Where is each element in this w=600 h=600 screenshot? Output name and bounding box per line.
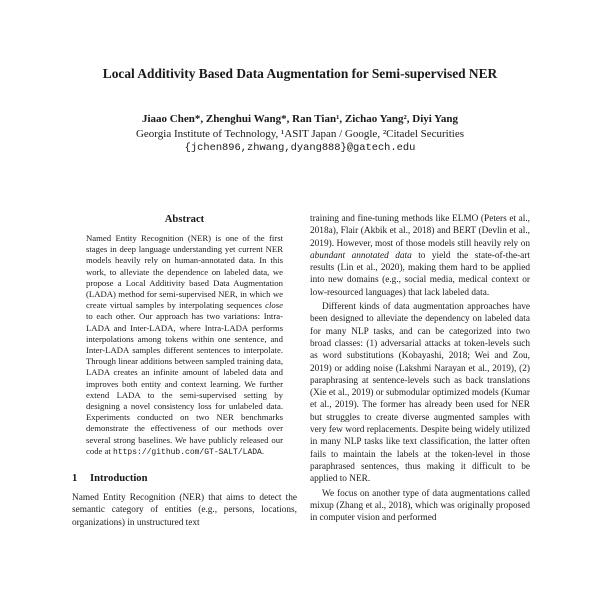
introduction-paragraph: Named Entity Recognition (NER) that aims to detect the semantic category of entities (e.g., persons, locations, organizations) in unstructured text	[72, 493, 297, 528]
author-names: Jiaao Chen*, Zhenghui Wang*, Ran Tian¹, Zichao Yang², Diyi Yang	[141, 113, 458, 125]
abstract-emphasis: close	[265, 300, 283, 311]
section-number: 1	[72, 473, 78, 485]
paper-title: Local Additivity Based Data Augmentation for Semi-supervised NER	[102, 66, 498, 81]
abstract-text	[86, 233, 283, 458]
right-paragraph-1-emphasis: abundant annotated data	[310, 250, 412, 261]
right-paragraph-1-part-b: to yield the state-of-the-art results (Lin et al., 2020), making them hard to be applied into new domains (e.g., social media, medical context or low-resourced languages) that lack labeled data.	[310, 250, 530, 298]
right-paragraph-3: We focus on another type of data augmentations called mixup (Zhang et al., 2018), which was originally proposed in computer vision and performed	[310, 488, 530, 524]
right-paragraph-1	[310, 213, 530, 299]
left-column	[72, 213, 297, 529]
author-email: {jchen896,zhwang,dyang888}@gatech.edu	[184, 142, 416, 155]
abstract-text-part-b: to each other. Our approach has two variations: Intra-LADA and Inter-LADA, where Intra-LADA performs interpolations among tokens within one sentence, and Inter-LADA samples different sentences to interpolate. Through linear additions between sampled training data, LADA creates an infinite amount of labeled data and improves both entity and context learning. We further extend LADA to the semi-supervised setting by designing a novel consistency loss for unlabeled data. Experiments conducted on two NER benchmarks demonstrate the effectiveness of our methods over several strong baselines. We have publicly released our code at	[86, 311, 283, 456]
author-block	[0, 112, 600, 156]
introduction-heading	[72, 472, 297, 486]
section-title: Introduction	[90, 473, 148, 485]
right-paragraph-1-part-a: training and fine-tuning methods like ELMO (Peters et al., 2018a), Flair (Akbik et al., 2018) and BERT (Devlin et al., 2019). However, most of those models still heavily rely on	[310, 214, 530, 249]
right-column	[310, 213, 530, 524]
code-url-link[interactable]: https://github.com/GT-SALT/LADA	[113, 447, 262, 457]
abstract-end: .	[261, 445, 265, 456]
abstract-text-part-a: Named Entity Recognition (NER) is one of the first stages in deep language understanding yet current NER models heavily rely on human-annotated data. In this work, to alleviate the dependence on labeled data, we propose a Local Additivity based Data Augmentation (LADA) method for semi-supervised NER, in which we create virtual samples by interpolating sequences	[86, 233, 283, 311]
abstract-heading: Abstract	[164, 214, 205, 225]
right-paragraph-2: Different kinds of data augmentation approaches have been designed to alleviate the dependency on labeled data for many NLP tasks, and can be categorized into two broad classes: (1) adversarial attacks at token-levels such as word substitutions (Kobayashi, 2018; Wei and Zou, 2019) or adding noise (Lakshmi Narayan et al., 2019), (2) paraphrasing at sentence-levels such as back translations (Xie et al., 2019) or submodular optimized models (Kumar et al., 2019). The former has already been used for NER but struggles to create diverse augmented samples with very few word replacements. Despite being widely utilized in many NLP tasks like text classification, the latter often fails to maintain the labels at the token-level in those paraphrased sentences, thus making it difficult to be applied to NER.	[310, 302, 530, 485]
author-affiliations: Georgia Institute of Technology, ¹ASIT Japan / Google, ²Citadel Securities	[135, 127, 465, 140]
